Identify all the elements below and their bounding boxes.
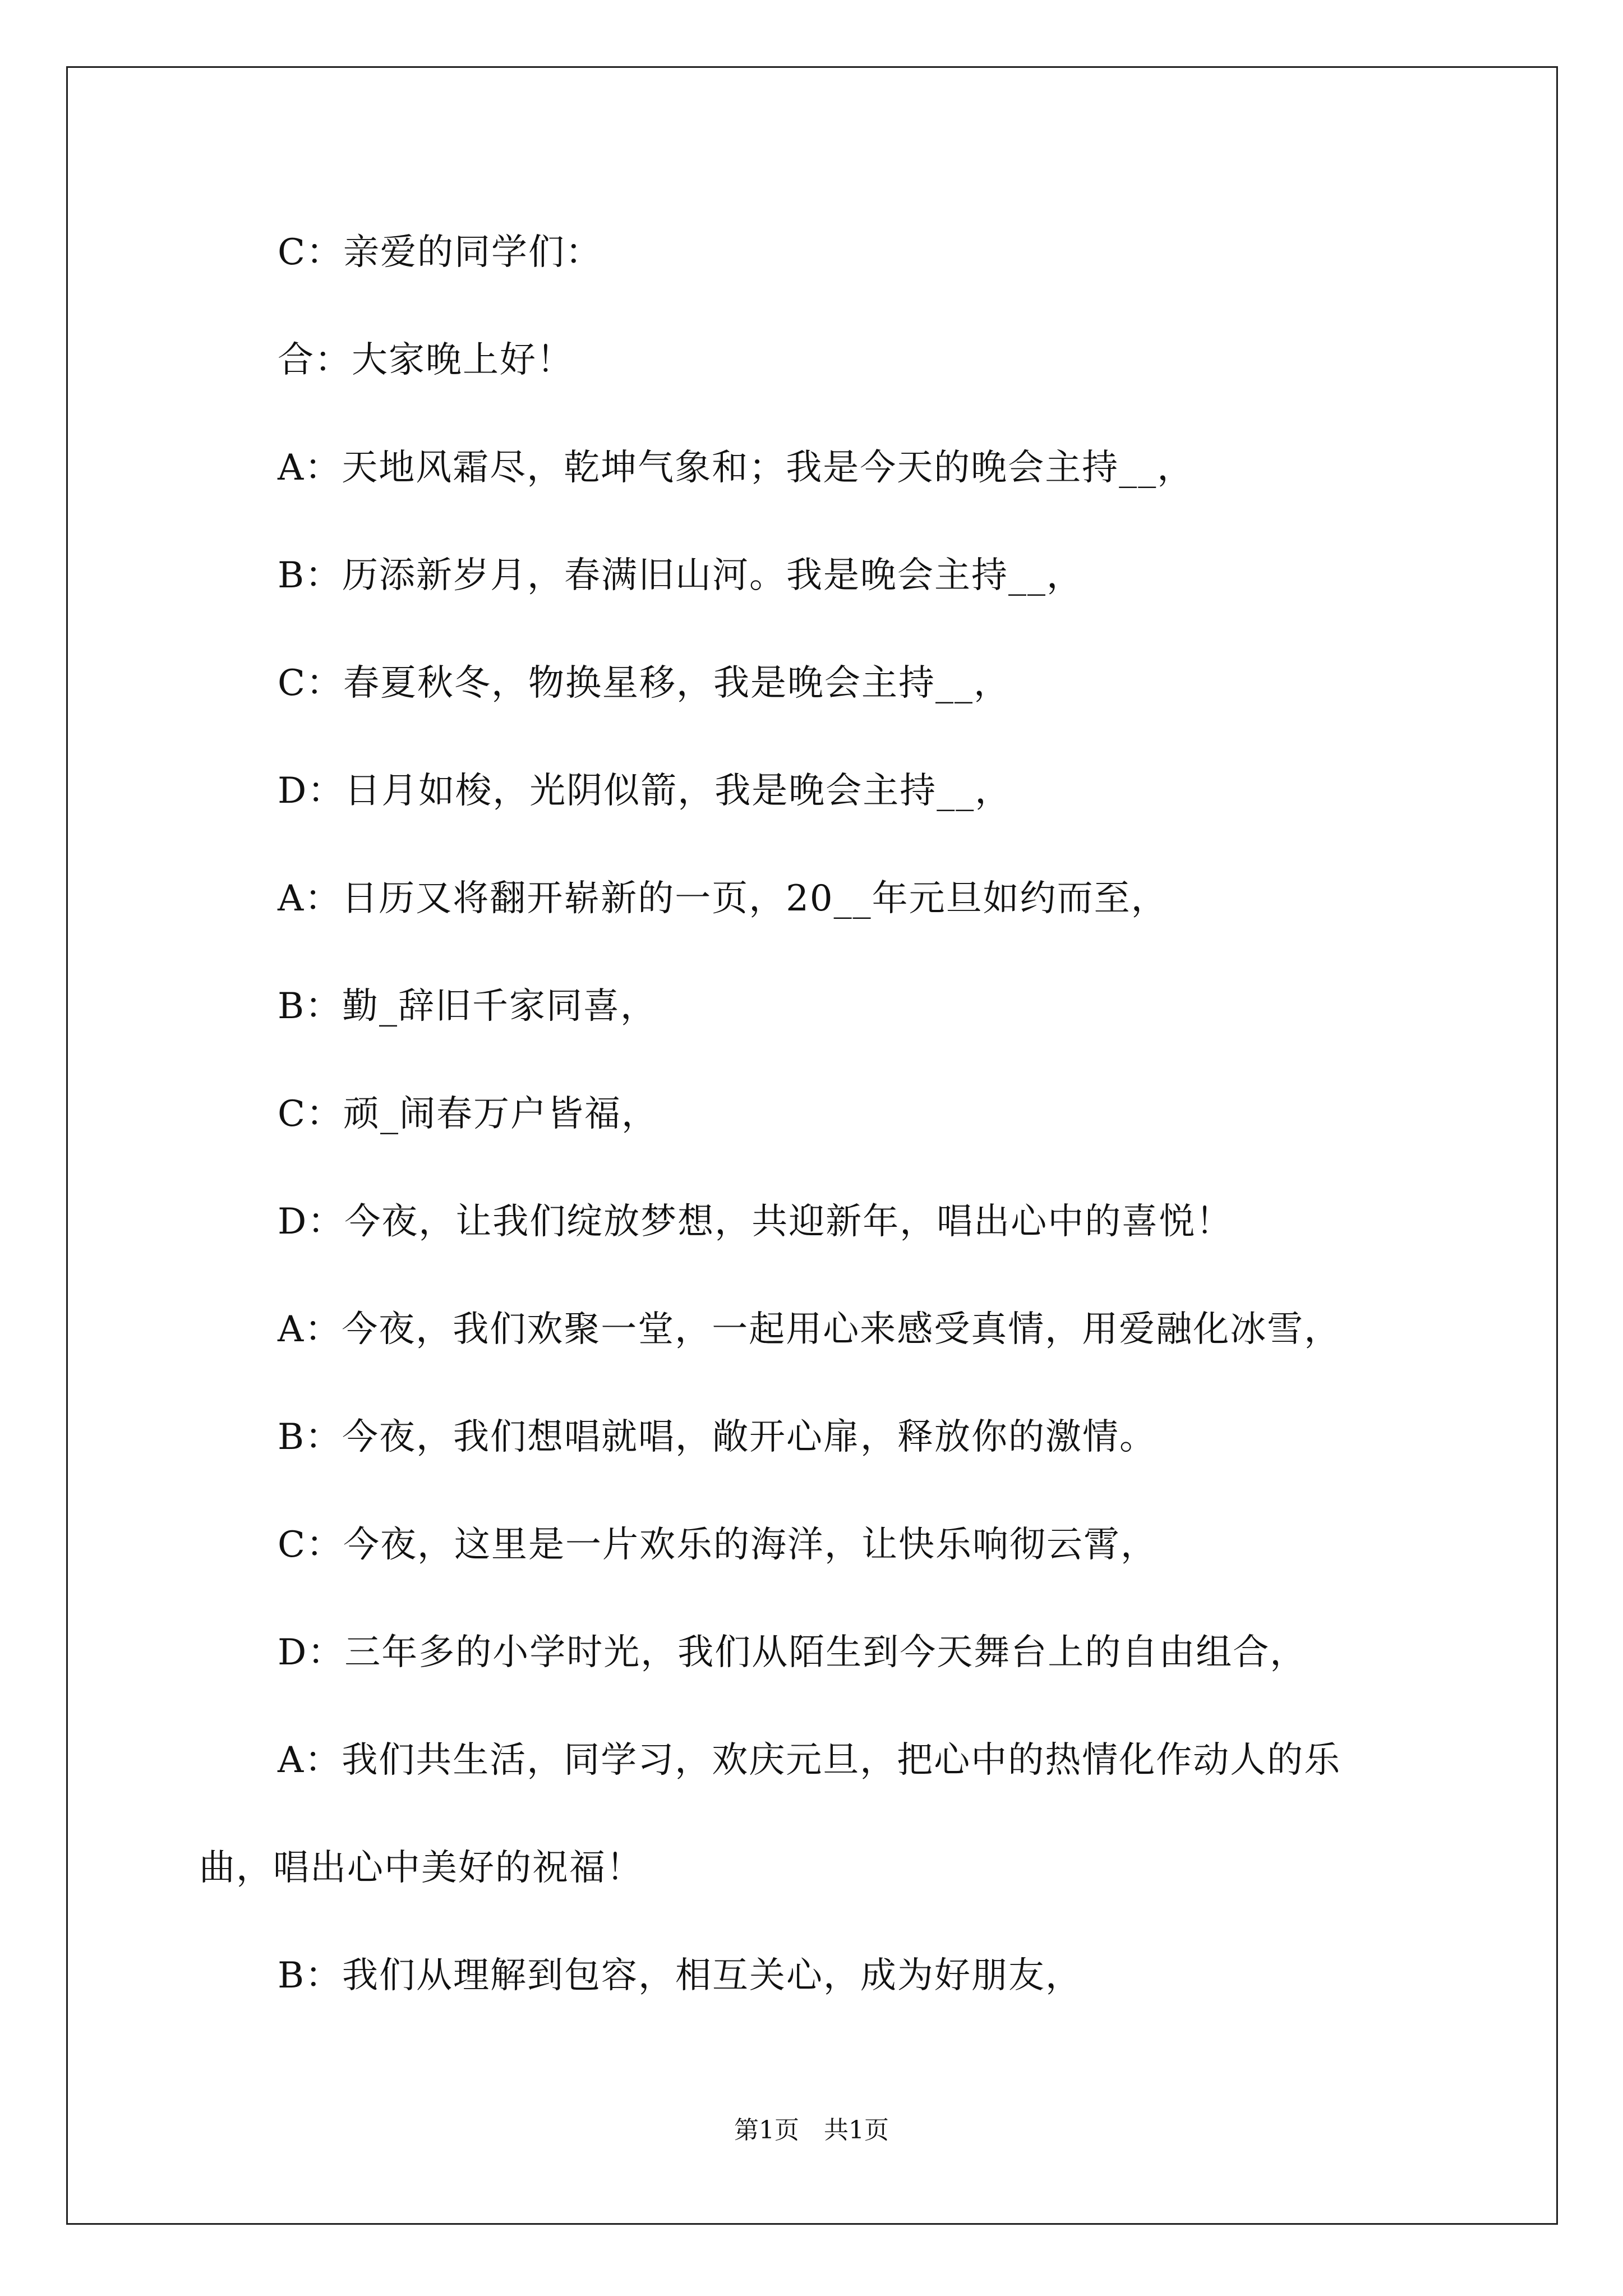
text-line: A：日历又将翻开崭新的一页，20__年元旦如约而至，	[278, 878, 1168, 919]
text-line: C：顽_闹春万户皆福，	[278, 1093, 658, 1135]
text-line: B：今夜，我们想唱就唱，敞开心扉，释放你的激情。	[278, 1416, 1157, 1458]
text-line: C：春夏秋冬，物换星移，我是晚会主持__，	[278, 662, 1011, 704]
text-line: 合：大家晚上好！	[278, 339, 574, 381]
text-line: B：勤_辞旧千家同喜，	[278, 986, 658, 1027]
text-line: A：我们共生活，同学习，欢庆元旦，把心中的热情化作动人的乐	[278, 1740, 1341, 1781]
page-number-footer: 第1页 共1页	[734, 2116, 889, 2145]
text-line: A：天地风霜尽，乾坤气象和；我是今天的晚会主持__，	[278, 447, 1195, 489]
text-line: D：日月如梭，光阴似箭，我是晚会主持__，	[278, 770, 1012, 812]
text-line: C：今夜，这里是一片欢乐的海洋，让快乐响彻云霄，	[278, 1524, 1158, 1566]
text-line: D：三年多的小学时光，我们从陌生到今天舞台上的自由组合，	[278, 1632, 1307, 1673]
text-line-continuation: 曲，唱出心中美好的祝福！	[199, 1847, 643, 1889]
text-line: B：我们从理解到包容，相互关心，成为好朋友，	[278, 1955, 1083, 1996]
text-line: D：今夜，让我们绽放梦想，共迎新年，唱出心中的喜悦！	[278, 1201, 1233, 1243]
text-line: A：今夜，我们欢聚一堂，一起用心来感受真情，用爱融化冰雪，	[278, 1309, 1341, 1350]
page-border	[66, 66, 1558, 2225]
text-line: B：历添新岁月，春满旧山河。我是晚会主持__，	[278, 555, 1084, 596]
text-line: C：亲爱的同学们：	[278, 232, 602, 273]
